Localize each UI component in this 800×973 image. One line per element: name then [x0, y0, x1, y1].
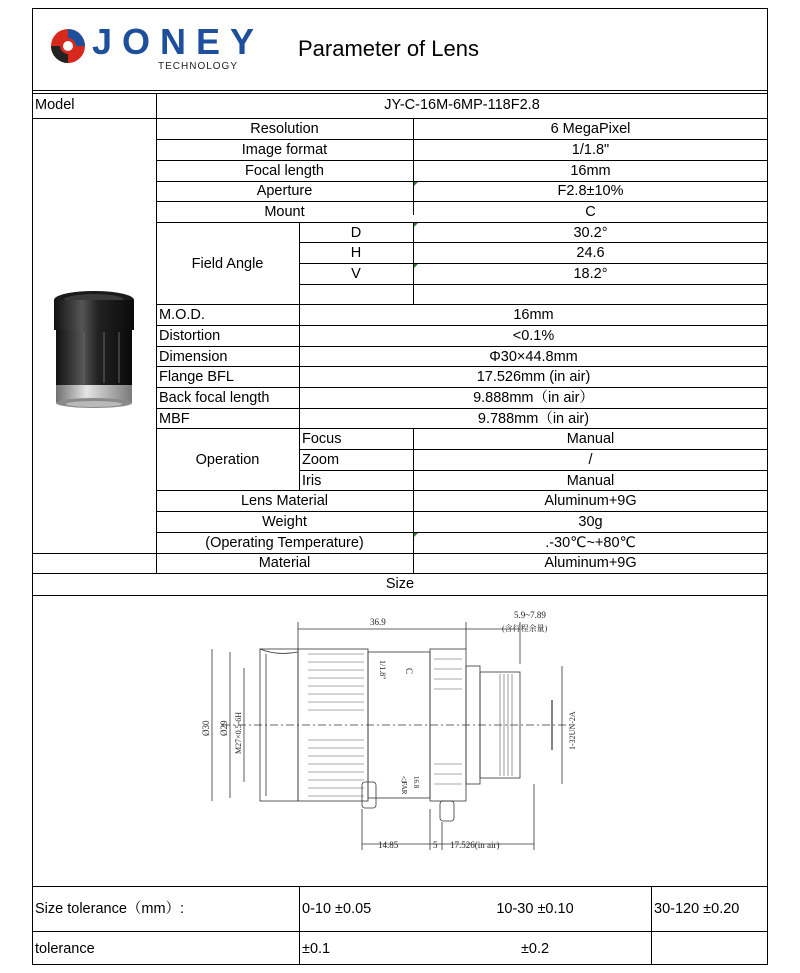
field-angle-d-label: D [350, 225, 362, 241]
aperture-label: Aperture [256, 183, 313, 199]
back-focal-length-value: 9.888mm（in air） [473, 390, 594, 406]
lens-dimension-drawing [182, 604, 582, 874]
dim-five-text: 5 [433, 840, 438, 850]
size-tolerance-value-2: 10-30 ±0.10 [496, 901, 574, 917]
material-label: Material [258, 555, 311, 571]
dim-thread-mount-text: 1-32UN-2A [568, 711, 577, 750]
tolerance-label: tolerance [35, 941, 95, 957]
image-format-value: 1/1.8" [571, 142, 610, 158]
field-angle-label: Field Angle [191, 256, 264, 272]
dimension-label: Dimension [159, 349, 228, 365]
logo-word: JONEY [92, 21, 265, 62]
dim-dia-inner-text: Ø29 [219, 720, 229, 736]
model-value: JY-C-16M-6MP-118F2.8 [384, 97, 540, 113]
dim-flange-text: 17.526(in air) [450, 840, 500, 850]
size-tolerance-value-1: 0-10 ±0.05 [302, 901, 372, 917]
lens-material-value: Aluminum+9G [544, 493, 637, 509]
barrel-text-b: C [404, 668, 414, 675]
back-focal-length-label: Back focal length [159, 390, 270, 406]
field-angle-h-value: 24.6 [576, 245, 605, 261]
lens-photo [44, 288, 144, 418]
field-angle-v-value: 18.2° [573, 266, 608, 282]
operating-temperature-label: (Operating Temperature) [205, 535, 364, 551]
size-tolerance-label: Size tolerance（mm）: [35, 901, 185, 917]
barrel-text-c: 16.8 [412, 776, 420, 789]
operation-iris-label: Iris [302, 473, 322, 489]
mod-value: 16mm [513, 307, 554, 323]
operation-label: Operation [195, 452, 260, 468]
field-angle-v-label: V [351, 266, 361, 282]
resolution-value: 6 MegaPixel [550, 121, 631, 137]
dim-body-text: 14.85 [378, 840, 399, 850]
size-section-label: Size [385, 576, 415, 592]
field-angle-h-label: H [350, 245, 362, 261]
operation-zoom-label: Zoom [302, 452, 340, 468]
logo-subtitle: TECHNOLOGY [158, 61, 239, 72]
barrel-text-a: 1/1.8" [378, 660, 387, 680]
focal-length-value: 16mm [570, 163, 611, 179]
tolerance-value-2: ±0.2 [520, 941, 550, 957]
operation-focus-value: Manual [566, 431, 615, 447]
barrel-text-d: ◁FAR [400, 776, 408, 795]
distortion-value: <0.1% [512, 328, 555, 344]
flange-bfl-label: Flange BFL [159, 369, 234, 385]
parameter-sheet [32, 8, 768, 965]
focal-length-label: Focal length [245, 163, 324, 179]
model-label: Model [35, 97, 75, 113]
aperture-value: F2.8±10% [557, 183, 624, 199]
resolution-label: Resolution [250, 121, 319, 137]
dim-range-note-text: (含行程余量) [502, 624, 548, 633]
weight-value: 30g [578, 514, 603, 530]
dim-dia-outer-text: Ø30 [201, 720, 211, 736]
size-tolerance-value-3: 30-120 ±0.20 [654, 901, 740, 917]
tolerance-value-1: ±0.1 [302, 941, 331, 957]
field-angle-d-value: 30.2° [573, 225, 608, 241]
flange-bfl-value: 17.526mm (in air) [476, 369, 591, 385]
dim-thread-front-text: M27×0.5-6H [234, 711, 243, 754]
mod-label: M.O.D. [159, 307, 205, 323]
image-format-label: Image format [241, 142, 328, 158]
operation-zoom-value: / [588, 452, 593, 468]
operation-iris-value: Manual [566, 473, 615, 489]
lens-material-label: Lens Material [240, 493, 329, 509]
operation-focus-label: Focus [302, 431, 342, 447]
page-title: Parameter of Lens [298, 36, 479, 61]
mbf-label: MBF [159, 411, 190, 427]
mount-value: C [585, 204, 596, 220]
material-value: Aluminum+9G [544, 555, 637, 571]
operating-temperature-value: .-30℃~+80℃ [545, 535, 636, 551]
dim-length-text: 36.9 [370, 617, 386, 627]
mount-label: Mount [264, 204, 305, 220]
mbf-value: 9.788mm（in air) [477, 411, 590, 427]
weight-label: Weight [262, 514, 307, 530]
company-logo [48, 21, 265, 82]
dimension-value: Φ30×44.8mm [489, 349, 578, 365]
distortion-label: Distortion [159, 328, 221, 344]
dim-range-text: 5.9~7.89 [514, 610, 546, 620]
